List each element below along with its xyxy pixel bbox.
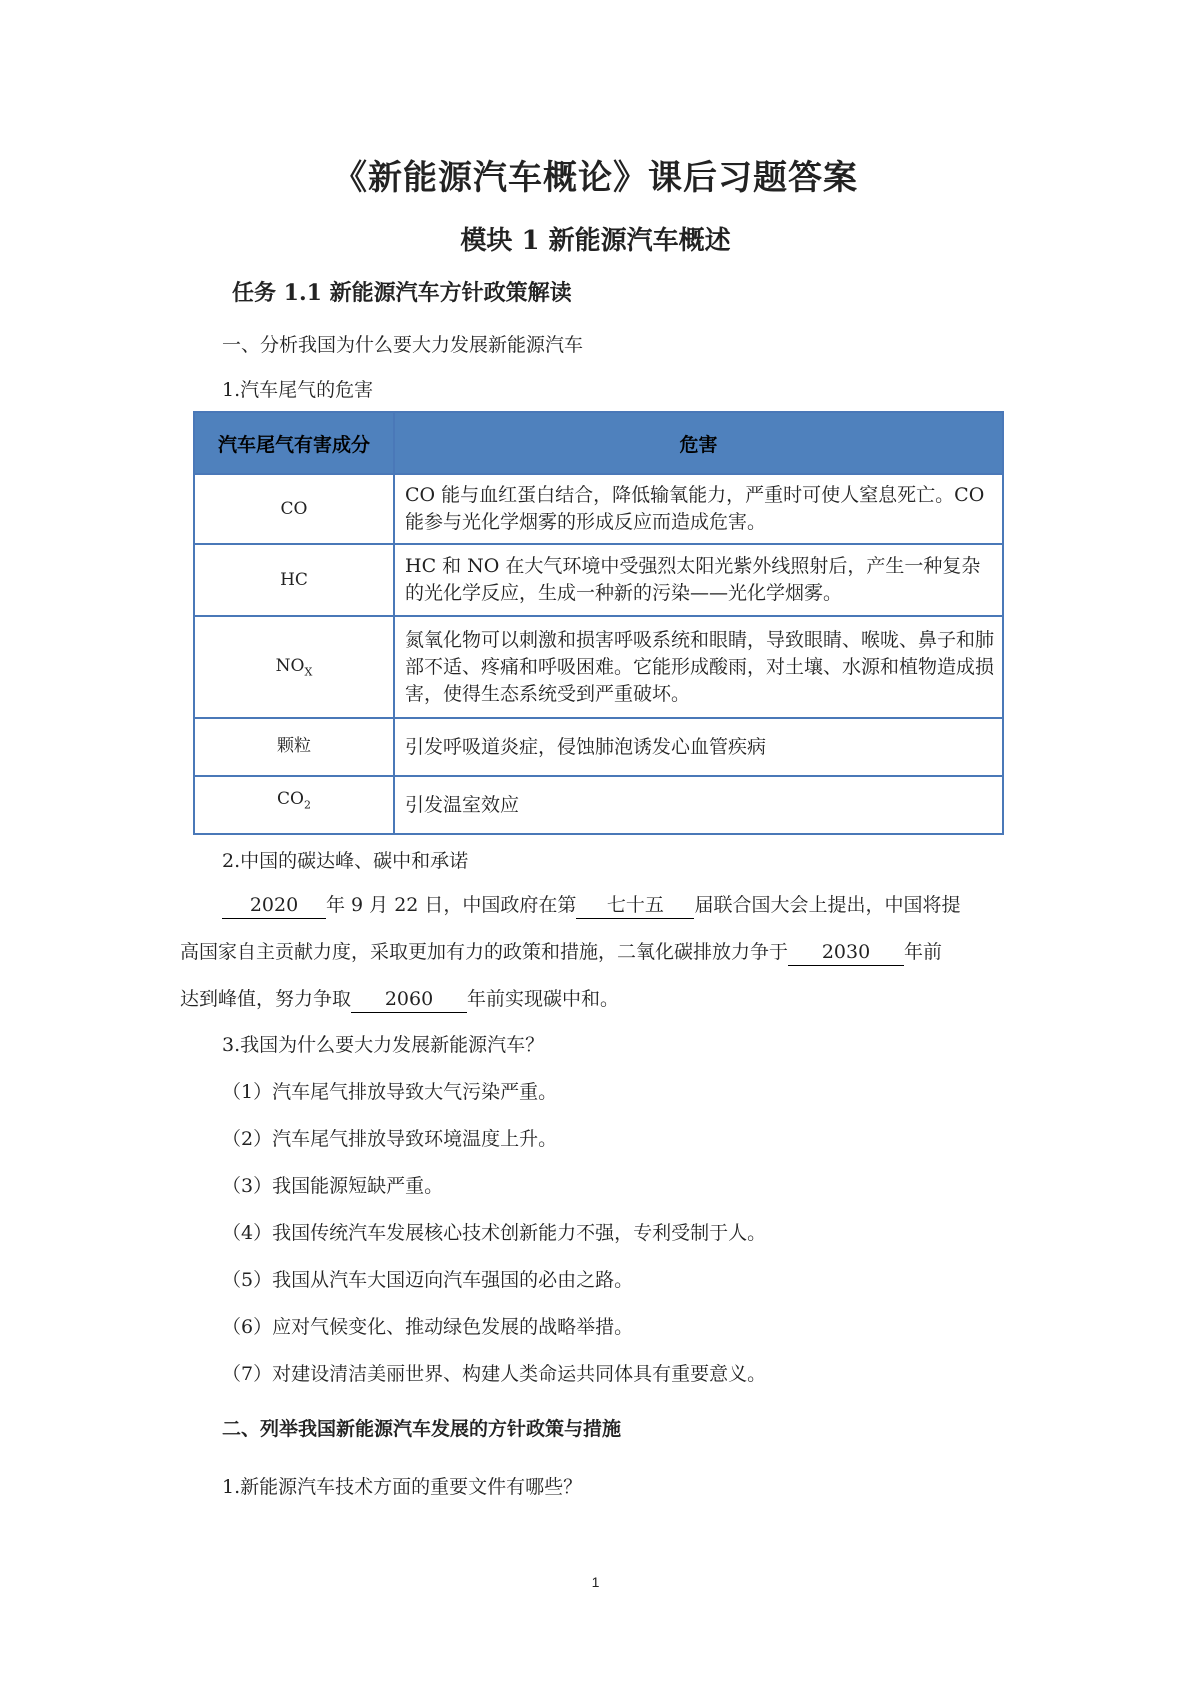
fill-text: 达到峰值，努力争取 xyxy=(180,988,352,1010)
formula-main: CO xyxy=(277,789,304,809)
answer-item: （6）应对气候变化、推动绿色发展的战略举措。 xyxy=(222,1316,634,1338)
table-cell-harm: 氮氧化物可以刺激和损害呼吸系统和眼睛，导致眼睛、喉咙、鼻子和肺部不适、疼痛和呼吸困难。它能形成酸雨，对土壤、水源和植物造成损害，使得生态系统受到严重破坏。 xyxy=(394,616,1003,718)
table-header-harm: 危害 xyxy=(394,412,1003,474)
table-cell-harm: 引发温室效应 xyxy=(394,776,1003,834)
fill-text: 年 9 月 22 日，中国政府在第 xyxy=(326,894,577,916)
document-title: 《新能源汽车概论》课后习题答案 xyxy=(333,158,858,198)
answer-item: （1）汽车尾气排放导致大气污染严重。 xyxy=(222,1081,558,1103)
section2-question-1: 1.新能源汽车技术方面的重要文件有哪些？ xyxy=(222,1476,583,1498)
table-cell-component: CO xyxy=(194,474,394,544)
question-2-label: 2.中国的碳达峰、碳中和承诺 xyxy=(222,850,469,872)
table-cell-harm: CO 能与血红蛋白结合，降低输氧能力，严重时可使人窒息死亡。CO 能参与光化学烟雾的形成反应而造成危害。 xyxy=(394,474,1003,544)
exhaust-harm-table xyxy=(193,411,1004,835)
fill-blank-session: 七十五 xyxy=(576,893,694,919)
fill-line-3 xyxy=(180,984,619,1013)
table-cell-component xyxy=(194,616,394,718)
formula-subscript: X xyxy=(304,665,313,679)
page-number: 1 xyxy=(591,1574,600,1590)
table-row xyxy=(194,776,1003,834)
fill-blank-peak-year: 2030 xyxy=(788,940,904,966)
table-header-row xyxy=(194,412,1003,474)
table-cell-component: 颗粒 xyxy=(194,718,394,776)
fill-text: 高国家自主贡献力度，采取更加有力的政策和措施，二氧化碳排放力争于 xyxy=(180,941,789,963)
fill-blank-neutral-year: 2060 xyxy=(351,987,467,1013)
task-heading: 任务 1.1 新能源汽车方针政策解读 xyxy=(232,280,572,306)
section2-heading: 二、列举我国新能源汽车发展的方针政策与措施 xyxy=(222,1418,622,1440)
table-header-component: 汽车尾气有害成分 xyxy=(194,412,394,474)
answer-item: （3）我国能源短缺严重。 xyxy=(222,1175,444,1197)
fill-text: 年前 xyxy=(904,941,943,963)
section1-heading: 一、分析我国为什么要大力发展新能源汽车 xyxy=(222,334,584,356)
question-1-label: 1.汽车尾气的危害 xyxy=(222,379,374,401)
table-row xyxy=(194,544,1003,616)
fill-text: 年前实现碳中和。 xyxy=(467,988,620,1010)
table-cell-harm: 引发呼吸道炎症，侵蚀肺泡诱发心血管疾病 xyxy=(394,718,1003,776)
table-row xyxy=(194,718,1003,776)
fill-line-2 xyxy=(180,937,942,966)
fill-text: 届联合国大会上提出，中国将提 xyxy=(694,894,961,916)
answer-item: （7）对建设清洁美丽世界、构建人类命运共同体具有重要意义。 xyxy=(222,1363,767,1385)
formula-main: NO xyxy=(275,655,305,676)
question-3-label: 3.我国为什么要大力发展新能源汽车？ xyxy=(222,1034,545,1056)
table-cell-component xyxy=(194,776,394,834)
fill-line-1 xyxy=(222,890,960,919)
answer-item: （2）汽车尾气排放导致环境温度上升。 xyxy=(222,1128,558,1150)
formula-subscript: 2 xyxy=(303,798,311,812)
fill-blank-year: 2020 xyxy=(222,893,326,919)
answer-item: （5）我国从汽车大国迈向汽车强国的必由之路。 xyxy=(222,1269,634,1291)
table-cell-harm: HC 和 NO 在大气环境中受强烈太阳光紫外线照射后，产生一种复杂的光化学反应，生成一种新的污染——光化学烟雾。 xyxy=(394,544,1003,616)
module-heading: 模块 1 新能源汽车概述 xyxy=(460,226,731,256)
table-row xyxy=(194,616,1003,718)
table-cell-component: HC xyxy=(194,544,394,616)
table-row xyxy=(194,474,1003,544)
answer-item: （4）我国传统汽车发展核心技术创新能力不强，专利受制于人。 xyxy=(222,1222,767,1244)
